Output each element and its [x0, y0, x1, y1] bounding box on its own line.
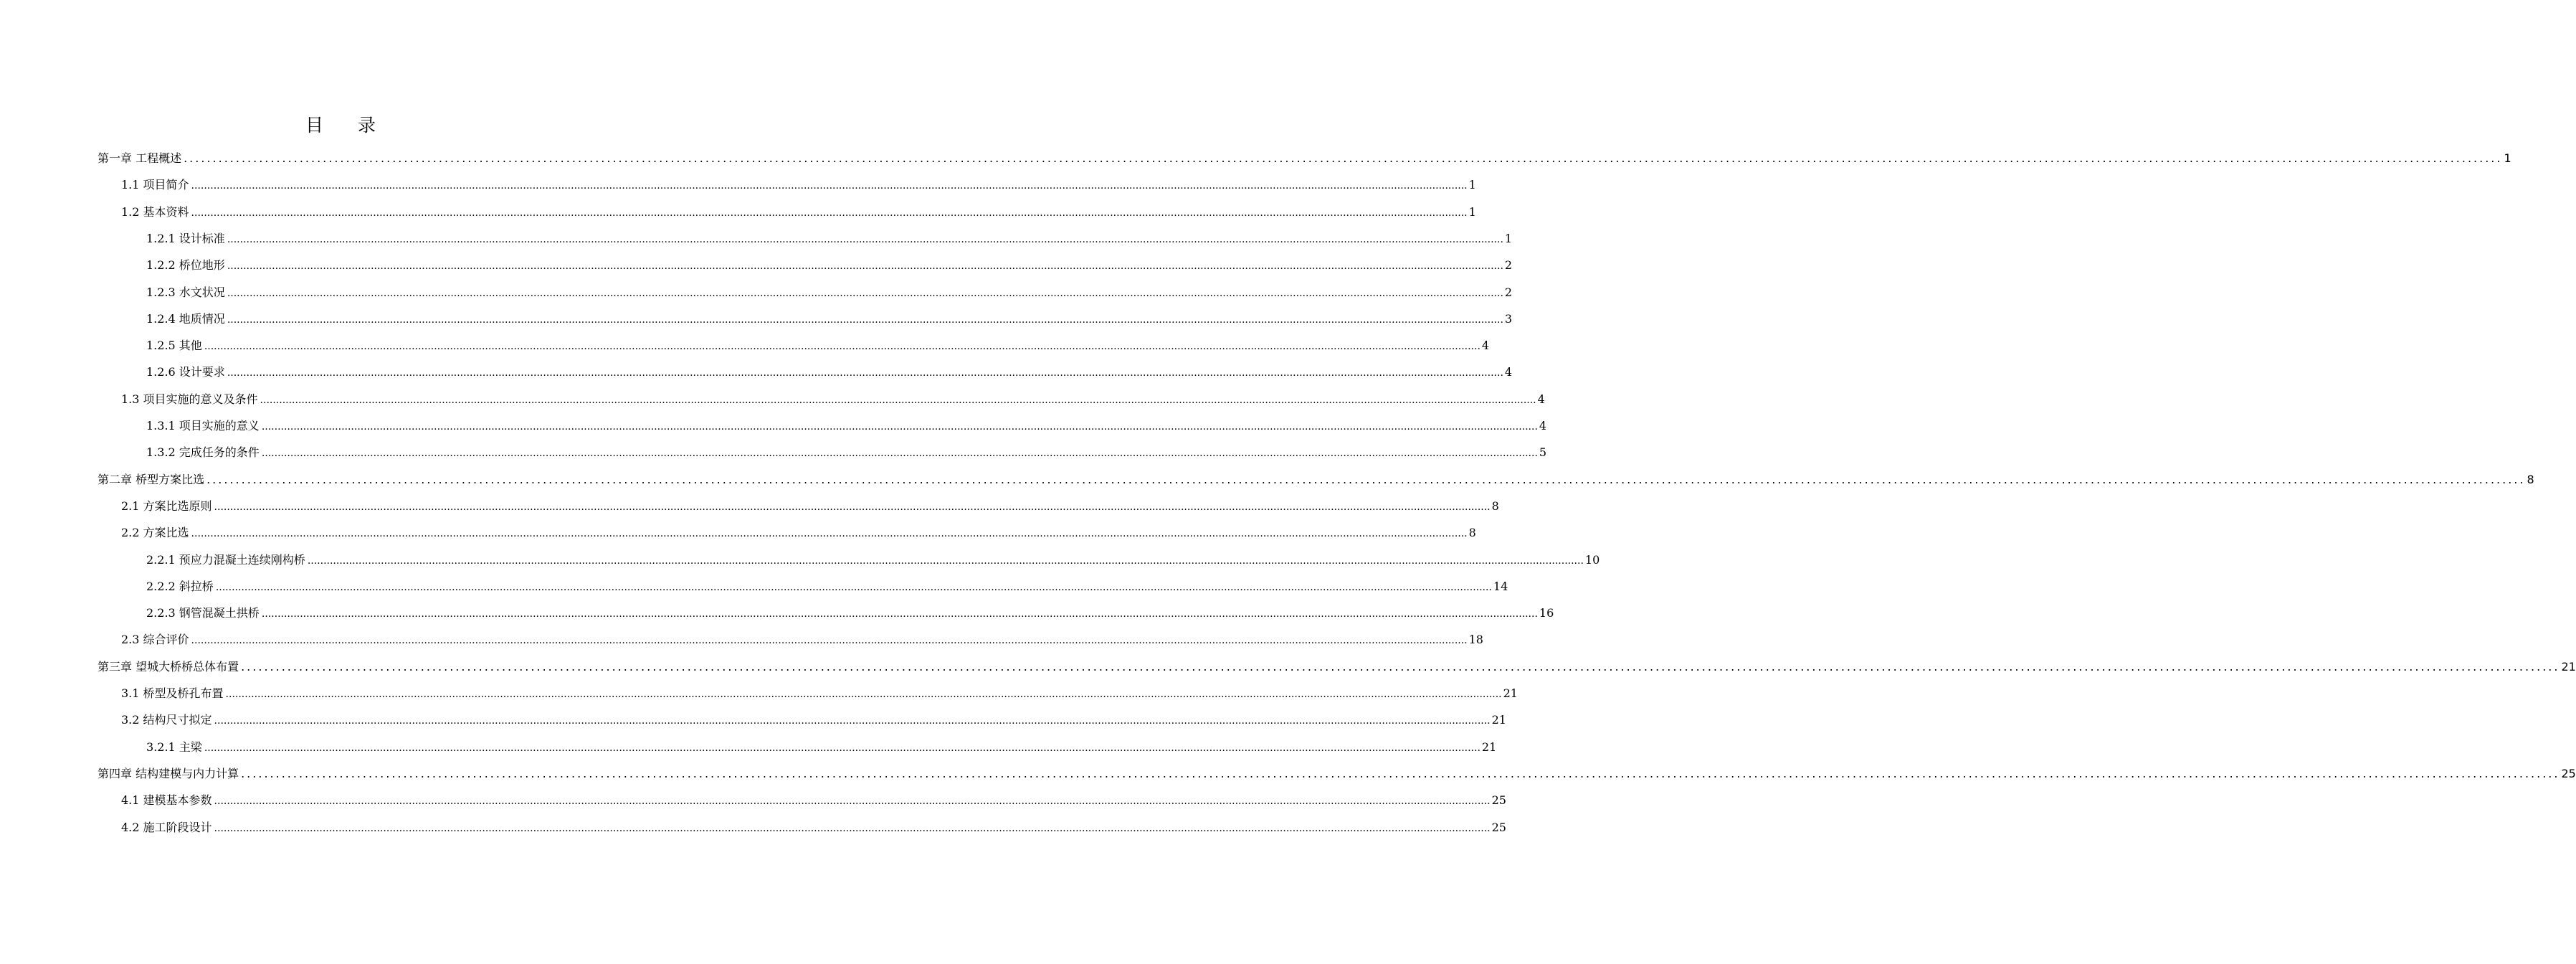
toc-entry-page-number: 2: [1504, 285, 1513, 299]
toc-entry-label: 2.1 方案比选原则: [121, 498, 212, 513]
toc-entry-label: 1.2.6 设计要求: [146, 365, 225, 379]
toc-entry-label: 2.2.1 预应力混凝土连续刚构桥: [146, 552, 305, 567]
toc-entry[interactable]: [98, 765, 2576, 783]
toc-dot-leader: ................................................................................................................................................................................................................................................................................................................................................................................................................: [225, 689, 1502, 700]
toc-entry[interactable]: [121, 203, 1476, 222]
toc-dot-leader: ................................................................................................................................................................................................................................................................................................................................................................................................................: [204, 341, 1481, 353]
toc-entry[interactable]: [146, 577, 1508, 596]
toc-entry[interactable]: [146, 551, 1600, 570]
toc-entry-label: 1.1 项目简介: [121, 178, 189, 192]
toc-dot-leader: ................................................................................................................................................................................................................................................................................................................................................................................................................: [261, 608, 1538, 620]
toc-entry-label: 第四章 结构建模与内力计算: [98, 766, 239, 780]
toc-entry-label: 2.2 方案比选: [121, 526, 189, 540]
toc-entry-page-number: 25: [2561, 766, 2576, 780]
toc-entry-page-number: 14: [1493, 579, 1508, 593]
toc-entry-label: 第一章 工程概述: [98, 151, 182, 165]
toc-entry-page-number: 21: [1491, 713, 1506, 727]
toc-dot-leader: ................................................................................................................................................................................................................................................................................................................................................................................................................: [191, 180, 1468, 192]
toc-entry-label: 2.2.2 斜拉桥: [146, 579, 214, 593]
toc-entry[interactable]: [146, 417, 1547, 435]
toc-title: 目录: [305, 115, 410, 136]
toc-entry[interactable]: [146, 283, 1513, 302]
toc-entry-page-number: 10: [1584, 552, 1600, 567]
toc-entry-page-number: 1: [1468, 178, 1476, 192]
toc-entry-page-number: 3: [1504, 311, 1513, 326]
toc-dot-leader: ................................................................................................................................................................................................................................................................................................................................................................................................................: [214, 795, 1491, 808]
toc-dot-leader: ................................................................................................................................................................................................................................................................................................................................................................................................................: [261, 421, 1538, 433]
toc-entry-page-number: 21: [1503, 686, 1518, 700]
toc-dot-leader: ................................................................................................................................................................................................................................................................................................................................................................................................................: [206, 472, 2526, 486]
toc-entry-page-number: 5: [1539, 445, 1547, 460]
toc-entry[interactable]: [121, 711, 1506, 729]
toc-entry-label: 3.2.1 主梁: [146, 739, 202, 754]
toc-dot-leader: ................................................................................................................................................................................................................................................................................................................................................................................................................: [215, 581, 1492, 593]
toc-entry-label: 1.2.1 设计标准: [146, 231, 225, 245]
toc-entry-page-number: 4: [1504, 365, 1513, 379]
toc-entry[interactable]: [146, 230, 1513, 248]
toc-entry-page-number: 4: [1539, 419, 1547, 433]
toc-dot-leader: ................................................................................................................................................................................................................................................................................................................................................................................................................: [307, 554, 1584, 567]
toc-entry-page-number: 1: [2504, 151, 2511, 165]
toc-entry-label: 4.1 建模基本参数: [121, 793, 212, 808]
toc-dot-leader: ................................................................................................................................................................................................................................................................................................................................................................................................................: [214, 715, 1491, 727]
toc-entry-page-number: 21: [1481, 739, 1497, 754]
toc-entry[interactable]: [121, 791, 1506, 810]
toc-dot-leader: ................................................................................................................................................................................................................................................................................................................................................................................................................: [191, 635, 1468, 647]
toc-dot-leader: ................................................................................................................................................................................................................................................................................................................................................................................................................: [241, 766, 2560, 780]
toc-entry-page-number: 4: [1537, 392, 1545, 406]
toc-dot-leader: ................................................................................................................................................................................................................................................................................................................................................................................................................: [227, 260, 1503, 273]
toc-dot-leader: ................................................................................................................................................................................................................................................................................................................................................................................................................: [227, 367, 1503, 379]
toc-entry-label: 1.2.5 其他: [146, 339, 202, 353]
toc-entry-label: 1.2 基本资料: [121, 204, 189, 219]
toc-entry-page-number: 4: [1481, 339, 1490, 353]
toc-entry-page-number: 16: [1539, 606, 1554, 620]
toc-entry[interactable]: [146, 256, 1513, 275]
toc-entry[interactable]: [121, 524, 1476, 542]
toc-dot-leader: ................................................................................................................................................................................................................................................................................................................................................................................................................: [227, 313, 1503, 326]
toc-entry[interactable]: [121, 390, 1545, 409]
toc-entry-page-number: 1: [1504, 231, 1513, 245]
toc-entry-label: 1.3.2 完成任务的条件: [146, 445, 260, 460]
toc-entry-page-number: 1: [1468, 204, 1476, 219]
toc-entry-page-number: 18: [1468, 633, 1483, 647]
toc-entry-page-number: 25: [1491, 793, 1506, 808]
toc-dot-leader: ................................................................................................................................................................................................................................................................................................................................................................................................................: [214, 822, 1491, 834]
toc-entry-label: 2.3 综合评价: [121, 633, 189, 647]
toc-entry[interactable]: [146, 443, 1547, 462]
toc-entry-label: 第三章 望城大桥桥总体布置: [98, 659, 239, 674]
toc-dot-leader: ................................................................................................................................................................................................................................................................................................................................................................................................................: [184, 151, 2503, 165]
toc-entry-label: 1.2.3 水文状况: [146, 285, 225, 299]
toc-entry[interactable]: [121, 684, 1518, 703]
toc-entry-page-number: 8: [1491, 498, 1499, 513]
toc-entry[interactable]: [121, 630, 1483, 649]
toc-entry[interactable]: [146, 310, 1513, 329]
toc-entry-page-number: 8: [1468, 526, 1476, 540]
toc-entry-page-number: 2: [1504, 258, 1513, 273]
toc-entry-label: 4.2 施工阶段设计: [121, 820, 212, 834]
toc-dot-leader: ................................................................................................................................................................................................................................................................................................................................................................................................................: [214, 501, 1491, 513]
toc-entry-label: 1.3.1 项目实施的意义: [146, 419, 260, 433]
toc-entry-page-number: 25: [1491, 820, 1506, 834]
toc-entry-page-number: 21: [2561, 659, 2576, 674]
toc-entry[interactable]: [121, 176, 1476, 194]
toc-entry-page-number: 8: [2527, 472, 2534, 486]
toc-dot-leader: ................................................................................................................................................................................................................................................................................................................................................................................................................: [260, 394, 1536, 406]
toc-dot-leader: ................................................................................................................................................................................................................................................................................................................................................................................................................: [227, 233, 1503, 245]
toc-dot-leader: ................................................................................................................................................................................................................................................................................................................................................................................................................: [191, 207, 1468, 219]
toc-entry-label: 3.1 桥型及桥孔布置: [121, 686, 224, 700]
toc-entry-label: 1.2.4 地质情况: [146, 311, 225, 326]
toc-entry[interactable]: [146, 363, 1513, 382]
toc-entry[interactable]: [98, 471, 2534, 489]
toc-entry[interactable]: [121, 818, 1506, 837]
toc-entry[interactable]: [146, 604, 1554, 623]
toc-dot-leader: ................................................................................................................................................................................................................................................................................................................................................................................................................: [191, 528, 1468, 540]
toc-entry[interactable]: [98, 149, 2511, 168]
toc-entry[interactable]: [98, 658, 2576, 676]
toc-entry[interactable]: [146, 738, 1497, 757]
toc-entry[interactable]: [146, 336, 1490, 355]
toc-dot-leader: ................................................................................................................................................................................................................................................................................................................................................................................................................: [227, 287, 1503, 299]
toc-entry-label: 1.2.2 桥位地形: [146, 258, 225, 273]
toc-entry[interactable]: [121, 497, 1499, 516]
toc-dot-leader: ................................................................................................................................................................................................................................................................................................................................................................................................................: [204, 742, 1481, 754]
toc-entry-label: 1.3 项目实施的意义及条件: [121, 392, 258, 406]
toc-dot-leader: ................................................................................................................................................................................................................................................................................................................................................................................................................: [261, 448, 1538, 460]
toc-entry-label: 2.2.3 钢管混凝土拱桥: [146, 606, 260, 620]
toc-entry-label: 第二章 桥型方案比选: [98, 472, 205, 486]
toc-entry-label: 3.2 结构尺寸拟定: [121, 713, 212, 727]
toc-dot-leader: ................................................................................................................................................................................................................................................................................................................................................................................................................: [241, 659, 2560, 674]
